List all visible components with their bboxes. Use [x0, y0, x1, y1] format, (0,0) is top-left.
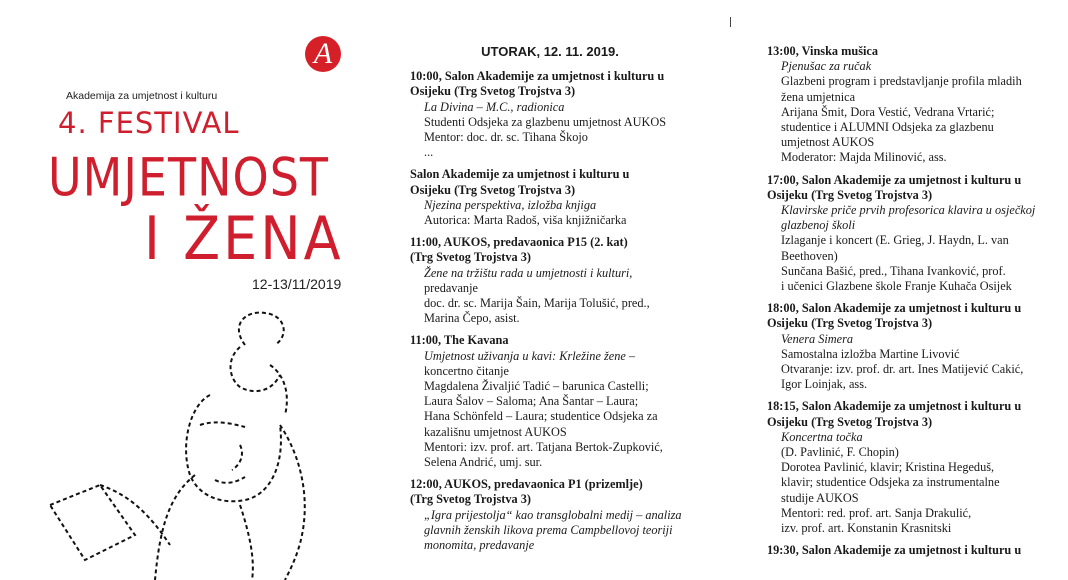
event-detail: i učenici Glazbene škole Franje Kuhača Osijek [781, 279, 1012, 294]
event-detail: Njezina perspektiva, izložba knjiga [424, 197, 597, 212]
event-detail: Marina Čepo, asist. [424, 311, 520, 326]
event-detail: Sunčana Bašić, pred., Tihana Ivanković, prof. [781, 263, 1006, 278]
event-detail: Umjetnost uživanja u kavi: Krležine žene – [424, 348, 636, 363]
festival-number: 4. FESTIVAL [58, 106, 240, 140]
event-title: 18:00, Salon Akademije za umjetnost i kulturu u [767, 301, 1022, 316]
event-detail: Klavirske priče prvih profesorica klavira u osječkoj [781, 203, 1036, 218]
event-detail: Žene na tržištu rada u umjetnosti i kulturi, [424, 265, 633, 280]
event-detail: Otvaranje: izv. prof. dr. art. Ines Matijević Cakić, [781, 362, 1024, 377]
event-detail: Magdalena Živaljić Tadić – barunica Castelli; [424, 379, 649, 394]
event-title: 12:00, AUKOS, predavaonica P1 (prizemlje) [410, 477, 643, 492]
event-title: 13:00, Vinska mušica [767, 44, 879, 58]
event-title: 10:00, Salon Akademije za umjetnost i kulturu u [410, 69, 665, 84]
schedule-event [410, 69, 710, 160]
event-detail: doc. dr. sc. Marija Šain, Marija Tolušić, pred., [424, 296, 650, 311]
event-detail: Beethoven) [781, 248, 838, 263]
festival-dates: 12-13/11/2019 [252, 276, 342, 292]
poster-panel [0, 0, 390, 580]
event-detail: studije AUKOS [781, 490, 859, 505]
day-heading: UTORAK, 12. 11. 2019. [481, 44, 619, 59]
event-detail: Mentori: izv. prof. art. Tatjana Bertok-Zupković, [424, 439, 663, 454]
academy-name: Akademija za umjetnost i kulturu [66, 90, 218, 102]
event-title: 17:00, Salon Akademije za umjetnost i kulturu u [767, 172, 1022, 187]
schedule-event [767, 173, 1057, 295]
event-detail: Mentori: red. prof. art. Sanja Drakulić, [781, 505, 972, 520]
festival-title-line2: I ŽENA [144, 204, 344, 274]
schedule-column-right [767, 0, 1057, 566]
event-detail: Venera Simera [781, 331, 854, 346]
festival-title-line1: UMJETNOST [48, 146, 330, 209]
event-title: Osijeku (Trg Svetog Trojstva 3) [767, 187, 933, 202]
event-detail: glazbenoj školi [781, 218, 856, 233]
event-detail: klavir; studentice Odsjeka za instrumentalne [781, 475, 1000, 490]
event-detail: Izlaganje i koncert (E. Grieg, J. Haydn, L. van [781, 233, 1009, 248]
event-title: Salon Akademije za umjetnost i kulturu u [410, 167, 630, 182]
event-detail: glavnih ženskih likova prema Campbellovoj teoriji [424, 522, 673, 537]
event-detail: žena umjetnica [781, 89, 856, 104]
event-title: Osijeku (Trg Svetog Trojstva 3) [410, 182, 576, 197]
schedule-event [767, 543, 1057, 558]
schedule-event [767, 301, 1057, 392]
event-title: 18:15, Salon Akademije za umjetnost i kulturu u [767, 399, 1022, 414]
event-title: Osijeku (Trg Svetog Trojstva 3) [410, 84, 576, 99]
column-divider-mark [730, 17, 731, 27]
schedule-event [767, 44, 1057, 166]
event-detail: Selena Andrić, umj. sur. [424, 455, 543, 470]
event-detail: Pjenušac za ručak [781, 59, 872, 74]
event-detail: umjetnost AUKOS [781, 135, 875, 150]
event-detail: Hana Schönfeld – Laura; studentice Odsjeka za [424, 409, 658, 424]
schedule-event [767, 399, 1057, 536]
event-detail: Autorica: Marta Radoš, viša knjižničarka [424, 213, 627, 228]
event-title: Osijeku (Trg Svetog Trojstva 3) [767, 316, 933, 331]
event-detail: predavanje [424, 280, 478, 295]
event-detail: Studenti Odsjeka za glazbenu umjetnost AUKOS [424, 114, 667, 129]
event-detail: Dorotea Pavlinić, klavir; Kristina Hegeduš, [781, 460, 995, 475]
event-detail: „Igra prijestolja“ kao transglobalni medij – analiza [424, 507, 682, 522]
event-detail: koncertno čitanje [424, 363, 510, 378]
event-detail: kazališnu umjetnost AUKOS [424, 424, 567, 439]
event-detail: Samostalna izložba Martine Livović [781, 346, 960, 361]
event-detail: Koncertna točka [781, 429, 863, 444]
event-detail: Glazbeni program i predstavljanje profila mladih [781, 74, 1022, 89]
event-detail: Mentor: doc. dr. sc. Tihana Škojo [424, 130, 588, 145]
schedule-event [410, 477, 710, 553]
schedule-event [410, 333, 710, 470]
woman-reading-illustration [40, 305, 380, 580]
schedule-event [410, 235, 710, 326]
event-detail: Arijana Šmit, Dora Vestić, Vedrana Vrtarić; [781, 104, 995, 119]
schedule-column-left [410, 0, 710, 560]
event-title: Osijeku (Trg Svetog Trojstva 3) [767, 414, 933, 429]
event-detail: Laura Šalov – Saloma; Ana Šantar – Laura; [424, 394, 639, 409]
event-detail: (D. Pavlinić, F. Chopin) [781, 445, 899, 460]
academy-logo: A [305, 36, 341, 72]
event-detail: Igor Loinjak, ass. [781, 377, 868, 392]
event-title: (Trg Svetog Trojstva 3) [410, 250, 532, 265]
event-detail: monomita, predavanje [424, 538, 535, 553]
event-detail: izv. prof. art. Konstanin Krasnitski [781, 521, 952, 536]
event-detail: La Divina – M.C., radionica [424, 99, 565, 114]
event-title: 19:30, Salon Akademije za umjetnost i kulturu u [767, 543, 1022, 558]
event-detail: studentice i ALUMNI Odsjeka za glazbenu [781, 120, 994, 135]
event-title: (Trg Svetog Trojstva 3) [410, 492, 532, 507]
event-detail: Moderator: Majda Milinović, ass. [781, 150, 947, 165]
event-detail: ... [424, 145, 434, 160]
event-title: 11:00, AUKOS, predavaonica P15 (2. kat) [410, 235, 628, 250]
event-title: 11:00, The Kavana [410, 333, 509, 348]
schedule-event [410, 167, 710, 228]
